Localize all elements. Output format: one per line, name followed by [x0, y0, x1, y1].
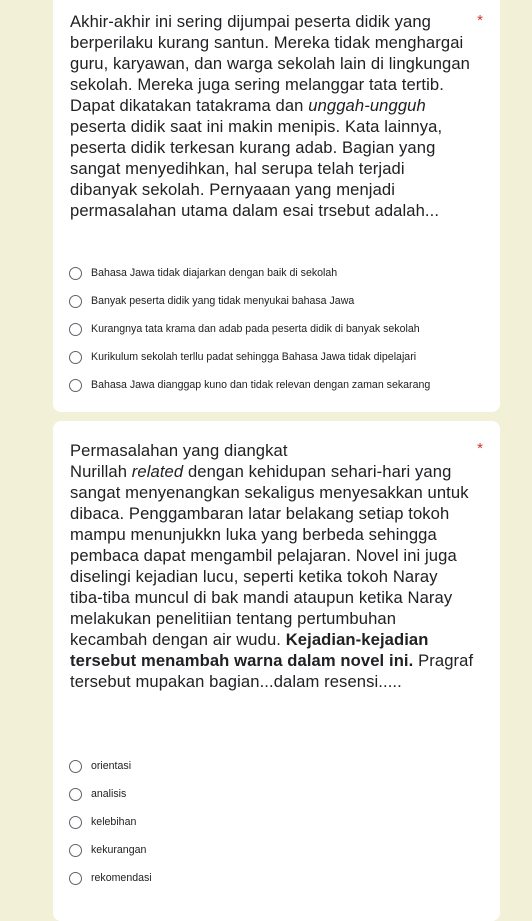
required-asterisk: *: [477, 12, 483, 29]
question-1-italic-term: unggah-ungguh: [308, 96, 426, 115]
radio-option[interactable]: [69, 836, 489, 864]
radio-option[interactable]: [69, 752, 489, 780]
question-2-bold-sentence: Kejadian-kejadian tersebut menambah warna dalam novel ini.: [70, 630, 429, 670]
question-card-2: [53, 421, 500, 921]
question-2-prompt: Pragraf tersebut mupakan bagian...dalam resensi.....: [70, 651, 474, 691]
radio-option[interactable]: [69, 808, 489, 836]
radio-option[interactable]: [69, 780, 489, 808]
radio-circle-icon[interactable]: [69, 351, 82, 364]
radio-option[interactable]: [69, 343, 489, 371]
option-label: Kurikulum sekolah terllu padat sehingga Bahasa Jawa tidak dipelajari: [91, 351, 417, 363]
option-label: rekomendasi: [91, 872, 152, 884]
question-1-text-part-2: peserta didik saat ini makin menipis. Kata lainnya, peserta didik terkesan kurang adab. Bagian yang sangat menyedihkan, hal serupa telah terjadi dibanyak sekolah. Pernyaaan yang menjadi permasalahan utama dalam esai trsebut adalah...: [70, 117, 443, 220]
radio-option[interactable]: [69, 287, 489, 315]
required-asterisk: *: [477, 440, 483, 457]
radio-circle-icon[interactable]: [69, 844, 82, 857]
radio-circle-icon[interactable]: [69, 295, 82, 308]
question-2-options: [69, 752, 489, 892]
radio-option[interactable]: [69, 864, 489, 892]
option-label: Kurangnya tata krama dan adab pada peserta didik di banyak sekolah: [91, 323, 420, 335]
radio-circle-icon[interactable]: [69, 816, 82, 829]
question-1-text-part: Akhir-akhir ini sering dijumpai peserta didik yang berperilaku kurang santun. Mereka tidak menghargai guru, karyawan, dan warga sekolah lain di lingkungan sekolah. Mereka juga sering melanggar tata tertib. Dapat dikatakan tatakrama dan: [70, 12, 471, 115]
radio-circle-icon[interactable]: [69, 788, 82, 801]
option-label: Bahasa Jawa tidak diajarkan dengan baik di sekolah: [91, 267, 338, 279]
radio-circle-icon[interactable]: [69, 872, 82, 885]
question-2-text-part: Nurillah: [70, 462, 128, 481]
question-1-text: [70, 11, 475, 221]
question-2-title: Permasalahan yang diangkat: [70, 441, 288, 460]
option-label: Banyak peserta didik yang tidak menyukai bahasa Jawa: [91, 295, 355, 307]
question-2-italic-term: related: [131, 462, 184, 481]
option-label: orientasi: [91, 760, 132, 772]
question-1-options: [69, 259, 489, 399]
radio-circle-icon[interactable]: [69, 760, 82, 773]
question-2-text: [70, 440, 475, 692]
radio-circle-icon[interactable]: [69, 267, 82, 280]
radio-circle-icon[interactable]: [69, 379, 82, 392]
radio-option[interactable]: [69, 259, 489, 287]
radio-option[interactable]: [69, 315, 489, 343]
option-label: analisis: [91, 788, 127, 800]
option-label: kelebihan: [91, 816, 137, 828]
option-label: kekurangan: [91, 844, 147, 856]
radio-option[interactable]: [69, 371, 489, 399]
question-2-text-part-2: dengan kehidupan sehari-hari yang sangat menyenangkan sekaligus menyesakkan untuk dibaca. Penggambaran latar belakang setiap tokoh mampu menunjukkn luka yang berbeda sehingga pembaca dapat mengambil pelajaran. Novel ini juga diselingi kejadian lucu, seperti ketika tokoh Naray tiba-tiba muncul di bak mandi ataupun ketika Naray melakukan penelitiian tentang pertumbuhan kecambah dengan air wudu.: [70, 462, 469, 649]
option-label: Bahasa Jawa dianggap kuno dan tidak relevan dengan zaman sekarang: [91, 379, 431, 391]
question-card-1: [53, 0, 500, 412]
radio-circle-icon[interactable]: [69, 323, 82, 336]
